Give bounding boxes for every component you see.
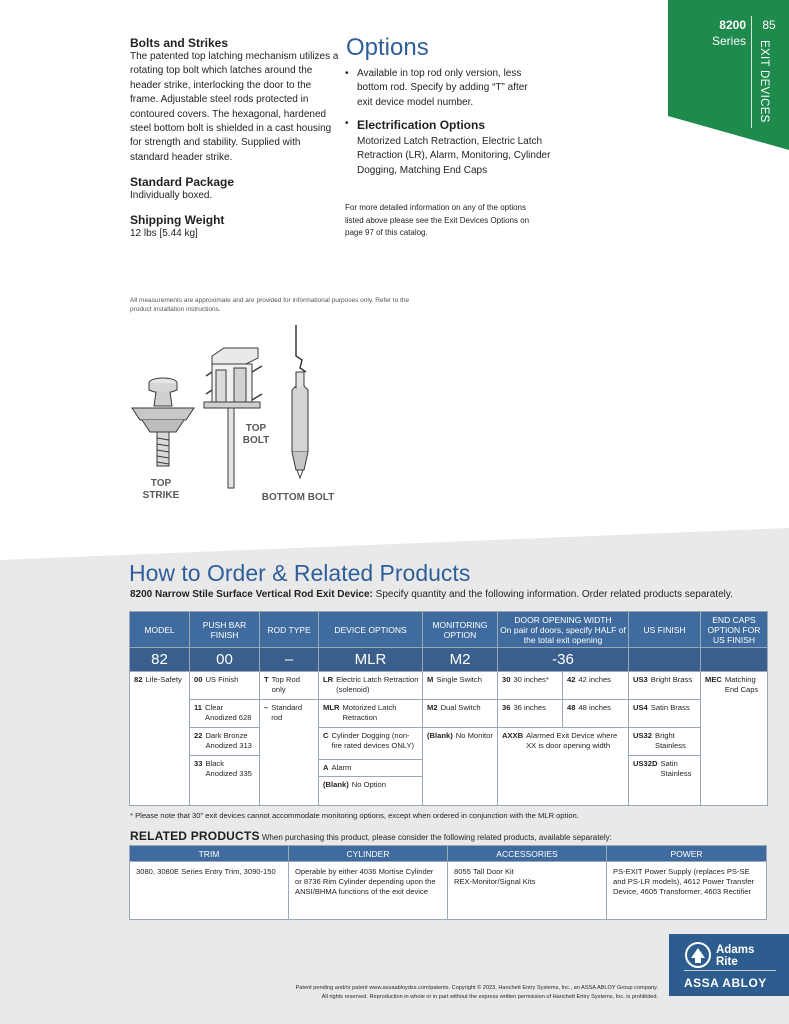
list-item	[701, 672, 767, 697]
list-item	[423, 672, 497, 700]
option-code: 42	[567, 675, 576, 684]
list-item	[319, 728, 422, 760]
list-item	[190, 672, 259, 700]
option-desc: 42 inches	[578, 675, 611, 684]
option-desc: Top Rod only	[271, 675, 300, 694]
option-desc: Satin Stainless	[660, 759, 692, 778]
option-code: C	[323, 731, 329, 740]
option-code: 82	[134, 675, 143, 684]
list-item	[423, 700, 497, 728]
col-cylinder: CYLINDER	[289, 846, 448, 862]
option-desc: Satin Brass	[650, 703, 690, 712]
list-item	[563, 672, 628, 699]
col-monitoring: MONITORING OPTION	[423, 612, 498, 648]
option-desc: Standard rod	[271, 703, 303, 722]
standard-package-body: Individually boxed.	[130, 190, 213, 201]
related-power: PS-EXIT Power Supply (replaces PS-SE and PS-LR models), 4612 Power Transfer Device, 4605 Transformer, 4603 Rectifier	[607, 862, 767, 920]
options-title: Options	[346, 34, 429, 61]
list-item	[629, 672, 700, 700]
shipping-weight-title: Shipping Weight	[130, 213, 225, 227]
col-door-opening	[498, 612, 629, 648]
example-model: 82	[130, 648, 190, 672]
logo-parent-text: ASSA ABLOY	[684, 976, 767, 990]
option-code: A	[323, 763, 329, 772]
bottom-bolt-label: BOTTOM BOLT	[261, 492, 335, 503]
option-code: 33	[194, 759, 203, 768]
option-code: (Blank)	[427, 731, 453, 740]
tab-series: 8200 Series	[711, 18, 746, 48]
option-desc: US Finish	[205, 675, 239, 684]
option-desc: Bright Stainless	[655, 731, 686, 750]
legal-notice	[200, 984, 658, 1002]
option-desc: Clear Anodized 628	[205, 703, 252, 722]
example-rod-type: –	[260, 648, 319, 672]
option-code: (Blank)	[323, 780, 349, 789]
list-item	[190, 700, 259, 728]
door-row-1	[498, 672, 628, 700]
end-caps-options	[701, 672, 768, 806]
accessory-item: REX-Monitor/Signal Kits	[454, 877, 536, 886]
list-item	[629, 756, 700, 781]
example-monitoring: M2	[423, 648, 498, 672]
example-us-finish	[629, 648, 701, 672]
how-to-order-subtitle-bold: 8200 Narrow Stile Surface Vertical Rod Exit Device:	[130, 589, 373, 600]
col-rod-type: ROD TYPE	[260, 612, 319, 648]
list-item	[498, 700, 563, 727]
door-opening-options	[498, 672, 629, 806]
how-to-order-subtitle	[130, 589, 733, 600]
option-code: –	[264, 703, 269, 712]
option-code: 30	[502, 675, 511, 684]
option-desc: Matching End Caps	[724, 675, 759, 694]
bottom-bolt-drawing	[292, 325, 308, 478]
monitoring-options	[423, 672, 498, 806]
order-example-row	[130, 648, 768, 672]
option-desc: Life-Safety	[145, 675, 182, 684]
option-desc: Electric Latch Retraction (solenoid)	[336, 675, 419, 694]
option-code: 22	[194, 731, 203, 740]
logo-brand-line-2: Rite	[716, 956, 738, 968]
order-footnote: * Please note that 30" exit devices cannot accommodate monitoring options, except when ordered in conjunction with the MLR option.	[130, 811, 579, 820]
standard-package-section	[130, 175, 340, 203]
bolts-title: Bolts and Strikes	[130, 36, 229, 50]
option-code: AXXB	[502, 731, 524, 740]
list-item	[260, 672, 318, 700]
col-end-caps: END CAPS OPTION FOR US FINISH	[701, 612, 768, 648]
option-desc: Motorized Latch Retraction	[342, 703, 397, 722]
list-item	[498, 728, 628, 753]
list-item	[498, 672, 563, 699]
col-accessories: ACCESSORIES	[448, 846, 607, 862]
top-strike-label: TOP STRIKE	[142, 478, 180, 501]
list-item	[319, 760, 422, 777]
option-desc: Cylinder Dogging (non-fire rated devices ONLY)	[331, 731, 415, 750]
option-code: 00	[194, 675, 203, 684]
related-header-row	[130, 846, 767, 862]
option-code: 11	[194, 703, 203, 712]
push-bar-options	[190, 672, 260, 806]
list-item	[423, 728, 497, 750]
option-code: US32	[633, 731, 652, 740]
option-desc: No Option	[351, 780, 386, 789]
shipping-weight-section	[130, 213, 340, 241]
option-desc: 30 inches*	[513, 675, 549, 684]
options-more-info: For more detailed information on any of the options listed above please see the Exit Devices Options on page 97 of this catalog.	[345, 203, 530, 238]
bullet-icon: •	[345, 68, 349, 79]
how-to-order-subtitle-rest: Specify quantity and the following information. Order related products separately.	[372, 589, 733, 600]
top-strike-drawing	[132, 378, 194, 466]
accessory-item: 8055 Tall Door Kit	[454, 867, 514, 876]
tab-section-label: EXIT DEVICES	[758, 40, 770, 123]
adams-rite-logo	[669, 934, 789, 996]
list-item	[319, 672, 422, 700]
list-item	[260, 700, 318, 725]
adams-rite-emblem-icon	[683, 940, 713, 970]
option-code: US3	[633, 675, 648, 684]
electrification-heading	[345, 118, 485, 132]
col-push-bar: PUSH BAR FINISH	[190, 612, 260, 648]
options-bullet-item	[345, 67, 545, 110]
standard-package-title: Standard Package	[130, 175, 235, 189]
option-code: M	[427, 675, 434, 684]
option-desc: Dark Bronze Anodized 313	[205, 731, 252, 750]
example-device-options: MLR	[319, 648, 423, 672]
list-item	[319, 700, 422, 728]
page-number: 85	[762, 18, 776, 32]
related-products-table	[129, 845, 767, 920]
tab-divider	[751, 16, 752, 128]
option-code: US4	[633, 703, 648, 712]
electrification-title: Electrification Options	[357, 118, 486, 132]
order-table	[129, 611, 768, 806]
shipping-weight-body: 12 lbs [5.44 kg]	[130, 228, 198, 239]
related-accessories	[448, 862, 607, 920]
option-desc: Bright Brass	[650, 675, 693, 684]
door-row-2	[498, 700, 628, 728]
how-to-order-title: How to Order & Related Products	[129, 560, 471, 586]
related-row	[130, 862, 767, 920]
list-item	[629, 728, 700, 756]
rod-type-options	[260, 672, 319, 806]
measurement-disclaimer: All measurements are approximate and are provided for informational purposes only. Refer to the product installation instructions.	[130, 297, 410, 313]
example-end-caps	[701, 648, 768, 672]
option-desc: Alarmed Exit Device where XX is door opening width	[526, 731, 618, 750]
col-device-options: DEVICE OPTIONS	[319, 612, 423, 648]
device-options-list	[319, 672, 423, 806]
list-item	[130, 672, 189, 687]
model-options	[130, 672, 190, 806]
top-bolt-drawing	[204, 348, 262, 488]
options-bullet-text: Available in top rod only version, less bottom rod. Specify by adding “T” after exit device model number.	[357, 68, 528, 108]
related-products-subtitle: When purchasing this product, please consider the following related products, available separately:	[259, 833, 612, 842]
order-options-row	[130, 672, 768, 806]
option-code: T	[264, 675, 269, 684]
option-code: MEC	[705, 675, 722, 684]
example-push-bar: 00	[190, 648, 260, 672]
bolts-body: The patented top latching mechanism utilizes a rotating top bolt which latches around the header strike, interlocking the door to the frame. Adjustable steel rods protected in contoured covers. The hexagonal, hardened steel bottom bolt is shielded in a cast housing for strength and stability. Supplied with standard header strike.	[130, 51, 339, 163]
option-desc: Alarm	[331, 763, 352, 772]
bullet-icon: •	[345, 118, 349, 129]
list-item	[190, 728, 259, 756]
options-list	[345, 67, 545, 110]
bolts-strikes-section	[130, 36, 340, 165]
option-code: 36	[502, 703, 511, 712]
option-code: LR	[323, 675, 334, 684]
option-desc: Dual Switch	[440, 703, 481, 712]
option-desc: 48 inches	[578, 703, 611, 712]
related-products-heading	[130, 829, 612, 843]
col-model: MODEL	[130, 612, 190, 648]
col-door-opening-note: On pair of doors, specify HALF of the total exit opening	[500, 624, 626, 645]
list-item	[629, 700, 700, 728]
option-desc: Black Anodized 335	[205, 759, 252, 778]
option-desc: No Monitor	[455, 731, 493, 740]
electrification-body: Motorized Latch Retraction, Electric Latch Retraction (LR), Alarm, Monitoring, Cylinder Dogging, Matching End Caps	[357, 136, 551, 176]
order-header-row	[130, 612, 768, 648]
col-trim: TRIM	[130, 846, 289, 862]
logo-divider	[684, 970, 776, 971]
logo-brand-line-1: Adams	[716, 944, 755, 956]
col-door-opening-title: DOOR OPENING WIDTH	[514, 614, 612, 625]
related-trim: 3080, 3080E Series Entry Trim, 3090-150	[130, 862, 289, 920]
related-cylinder: Operable by either 4036 Mortise Cylinder or 8736 Rim Cylinder depending upon the ANSI/BHMA functions of the exit device	[289, 862, 448, 920]
legal-line-1: Patent pending and/or patent www.assaabloydss.com/patents. Copyright © 2023, Hanchett Entry Systems, Inc., an ASSA ABLOY Group company.	[295, 985, 658, 991]
top-bolt-label: TOP BOLT	[242, 423, 270, 446]
option-desc: 36 inches	[513, 703, 546, 712]
legal-line-2: All rights reserved. Reproduction in whole or in part without the express written permission of Hanchett Entry Systems, Inc. is prohibited.	[321, 994, 658, 1000]
list-item	[563, 700, 628, 727]
col-power: POWER	[607, 846, 767, 862]
option-code: M2	[427, 703, 438, 712]
example-door-opening: -36	[498, 648, 629, 672]
us-finish-options	[629, 672, 701, 806]
option-desc: Single Switch	[436, 675, 482, 684]
option-code: MLR	[323, 703, 340, 712]
related-products-title: RELATED PRODUCTS	[130, 829, 260, 843]
logo-brand-text	[716, 944, 754, 968]
option-code: US32D	[633, 759, 658, 768]
option-code: 48	[567, 703, 576, 712]
list-item	[190, 756, 259, 784]
list-item	[319, 777, 422, 795]
col-us-finish: US FINISH	[629, 612, 701, 648]
